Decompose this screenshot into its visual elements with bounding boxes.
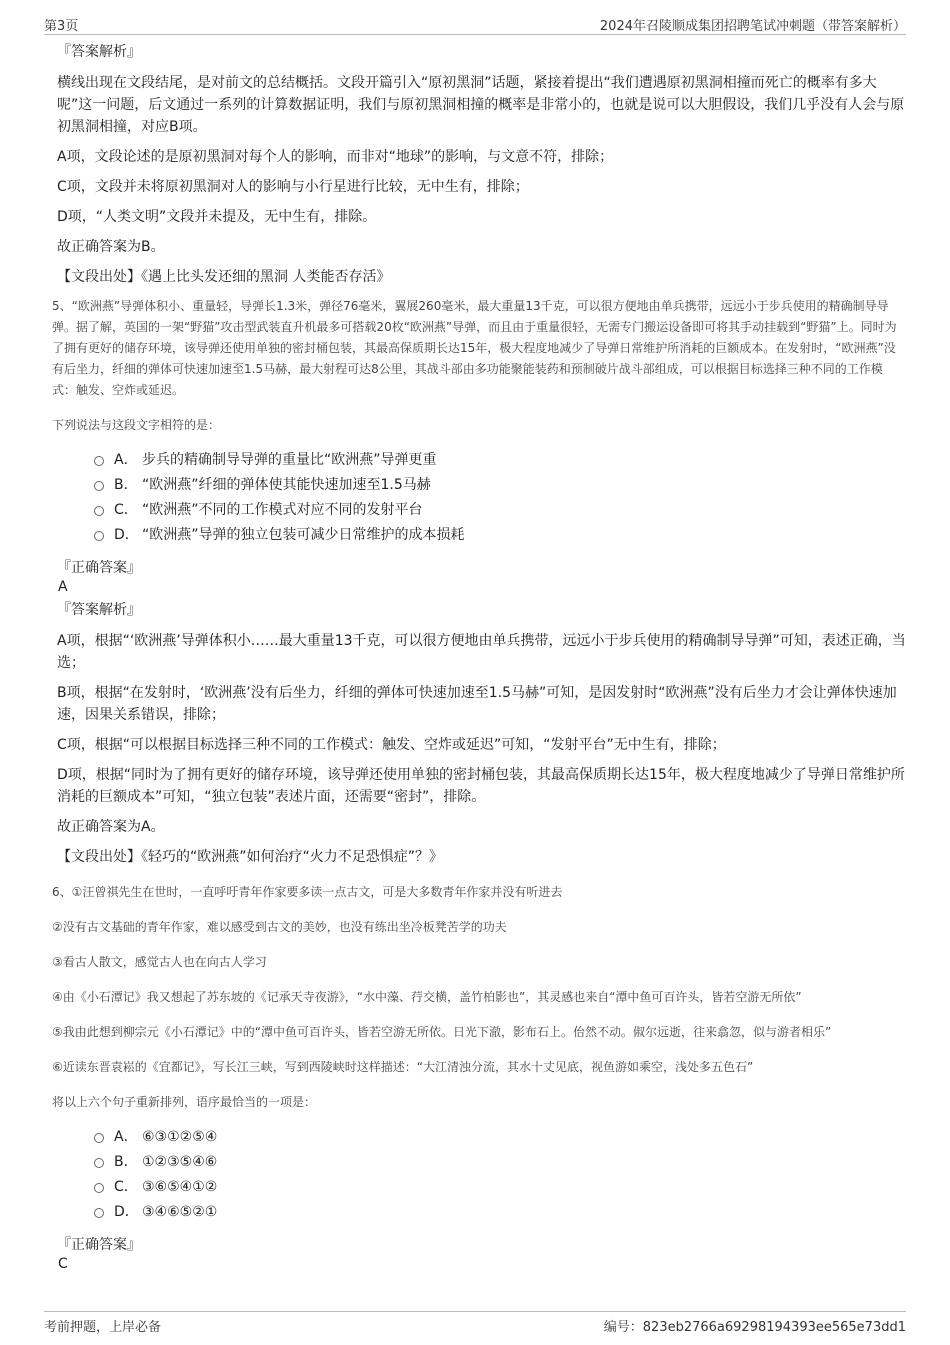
radio-icon[interactable] (94, 531, 104, 541)
radio-icon[interactable] (94, 1183, 104, 1193)
q5-analysis-paragraph: C项，根据“可以根据目标选择三种不同的工作模式：触发、空炸或延迟”可知，“发射平台”无中生有，排除； (57, 737, 726, 753)
option-letter: A． (114, 1129, 138, 1145)
radio-icon[interactable] (94, 1158, 104, 1168)
option-letter: B． (114, 477, 138, 493)
footer-serial: 编号：823eb2766a69298194393ee565e73dd1 (603, 1320, 906, 1335)
option-text: “欧洲燕”纤细的弹体使其能快速加速至1.5马赫 (142, 477, 431, 493)
q5-analysis-paragraph: A项，根据“‘欧洲燕’导弹体积小……最大重量13千克，可以很方便地由单兵携带，远远小于步兵使用的精确制导导弹”可知，表述正确，当选； (57, 633, 906, 671)
q6-option-c[interactable] (94, 1175, 906, 1200)
question-5 (52, 296, 906, 868)
q5-options (94, 448, 906, 548)
q5-option-d[interactable] (94, 523, 906, 548)
question-6 (52, 882, 906, 1273)
q5-answer: A (58, 579, 68, 595)
q4-analysis-paragraph: C项，文段并未将原初黑洞对人的影响与小行星进行比较，无中生有，排除； (57, 179, 529, 195)
radio-icon[interactable] (94, 456, 104, 466)
q6-option-b[interactable] (94, 1150, 906, 1175)
radio-icon[interactable] (94, 1208, 104, 1218)
q6-sentence: 6、①汪曾祺先生在世时，一直呼吁青年作家要多读一点古文，可是大多数青年作家并没有听进去 (52, 885, 563, 899)
q5-source: 【文段出处】《轻巧的“欧洲燕”如何治疗“火力不足恐惧症”？》 (57, 849, 444, 865)
option-letter: D． (114, 527, 139, 543)
q6-sentence: ②没有古文基础的青年作家，难以感受到古文的美妙，也没有练出坐冷板凳苦学的功夫 (52, 920, 507, 934)
q6-sentence: ⑤我由此想到柳宗元《小石潭记》中的“潭中鱼可百许头，皆若空游无所依。日光下澈，影布石上。佁然不动。俶尔远逝，往来翕忽，似与游者相乐” (52, 1025, 832, 1039)
option-text: ③④⑥⑤②① (142, 1204, 218, 1220)
q5-option-b[interactable] (94, 473, 906, 498)
q5-prompt: 下列说法与这段文字相符的是： (52, 418, 221, 432)
option-letter: B． (114, 1154, 138, 1170)
option-text: “欧洲燕”导弹的独立包装可减少日常维护的成本损耗 (142, 527, 465, 543)
document-body (52, 40, 906, 1279)
footer-slogan: 考前押题，上岸必备 (44, 1320, 162, 1335)
option-text: ③⑥⑤④①② (142, 1179, 218, 1195)
q5-analysis-paragraph: 故正确答案为A。 (57, 819, 165, 835)
option-text: ⑥③①②⑤④ (142, 1129, 218, 1145)
q6-sentence: ③看古人散文，感觉古人也在向古人学习 (52, 955, 267, 969)
q6-prompt: 将以上六个句子重新排列，语序最恰当的一项是： (52, 1095, 317, 1109)
option-letter: D． (114, 1204, 139, 1220)
q6-option-d[interactable] (94, 1200, 906, 1225)
q5-option-c[interactable] (94, 498, 906, 523)
q4-analysis-paragraph: A项，文段论述的是原初黑洞对每个人的影响，而非对“地球”的影响，与文意不符，排除； (57, 149, 614, 165)
q6-options (94, 1125, 906, 1225)
q5-option-a[interactable] (94, 448, 906, 473)
q6-sentence: ④由《小石潭记》我又想起了苏东坡的《记承天寺夜游》，“水中藻、荇交横，盖竹柏影也”，其灵感也来自“潭中鱼可百许头，皆若空游无所依” (52, 990, 802, 1004)
page-footer (44, 1311, 906, 1338)
q4-analysis-paragraph: 横线出现在文段结尾，是对前文的总结概括。文段开篇引入“原初黑洞”话题，紧接着提出“我们遭遇原初黑洞相撞而死亡的概率有多大呢”这一问题，后文通过一系列的计算数据证明，我们与原初黑洞相撞的概率是非常小的，也就是说可以大胆假设，我们几乎没有人会与原初黑洞相撞，对应B项。 (57, 75, 905, 135)
radio-icon[interactable] (94, 1133, 104, 1143)
option-letter: A． (114, 452, 138, 468)
option-text: ①②③⑤④⑥ (142, 1154, 218, 1170)
q5-analysis-paragraph: B项，根据“在发射时，‘欧洲燕’没有后坐力，纤细的弹体可快速加速至1.5马赫”可知，是因发射时“欧洲燕”没有后坐力才会让弹体快速加速，因果关系错误，排除； (57, 685, 897, 723)
q5-analysis-label: 『答案解析』 (57, 602, 141, 618)
q4-analysis-paragraph: 故正确答案为B。 (57, 239, 165, 255)
q5-answer-label: 『正确答案』 (57, 560, 141, 576)
q5-stem: 5、“欧洲燕”导弹体积小、重量轻，导弹长1.3米，弹径76毫米，翼展260毫米，最大重量13千克，可以很方便地由单兵携带，远远小于步兵使用的精确制导导弹。据了解，英国的一架“野猫”攻击型武装直升机最多可搭载20枚“欧洲燕”导弹，而且由于重量很轻，无需专门搬运设备即可将其手动挂载到“野猫”上。同时为了拥有更好的储存环境，该导弹还使用单独的密封桶包装，其最高保质期长达15年，极大程度地减少了导弹日常维护所消耗的巨额成本。在发射时，“欧洲燕”没有后坐力，纤细的弹体可快速加速至1.5马赫，最大射程可达8公里，其战斗部由多功能聚能装药和预制破片战斗部组成，可以根据目标选择三种不同的工作模式：触发、空炸或延迟。 (52, 299, 897, 397)
radio-icon[interactable] (94, 506, 104, 516)
q4-analysis-paragraph: D项，“人类文明”文段并未提及，无中生有，排除。 (57, 209, 377, 225)
q4-analysis-label: 『答案解析』 (57, 44, 141, 60)
q6-answer: C (58, 1256, 68, 1272)
document-title: 2024年召陵顺成集团招聘笔试冲刺题（带答案解析） (599, 19, 906, 34)
radio-icon[interactable] (94, 481, 104, 491)
q6-option-a[interactable] (94, 1125, 906, 1150)
q4-analysis-section (52, 42, 906, 288)
q5-analysis-paragraph: D项，根据“同时为了拥有更好的储存环境，该导弹还使用单独的密封桶包装，其最高保质期长达15年，极大程度地减少了导弹日常维护所消耗的巨额成本”可知，“独立包装”表述片面，还需要“密封”，排除。 (57, 767, 905, 805)
page-number: 第3页 (44, 19, 79, 34)
option-letter: C． (114, 1179, 138, 1195)
option-text: “欧洲燕”不同的工作模式对应不同的发射平台 (142, 502, 423, 518)
q6-sentence: ⑥近读东晋袁崧的《宜都记》，写长江三峡，写到西陵峡时这样描述：“大江清浊分流，其水十丈见底，视鱼游如乘空，浅处多五色石” (52, 1060, 754, 1074)
option-text: 步兵的精确制导导弹的重量比“欧洲燕”导弹更重 (142, 452, 437, 468)
option-letter: C． (114, 502, 138, 518)
page-header (44, 12, 906, 35)
q6-answer-label: 『正确答案』 (57, 1237, 141, 1253)
q4-source: 【文段出处】《遇上比头发还细的黑洞 人类能否存活》 (57, 269, 391, 285)
